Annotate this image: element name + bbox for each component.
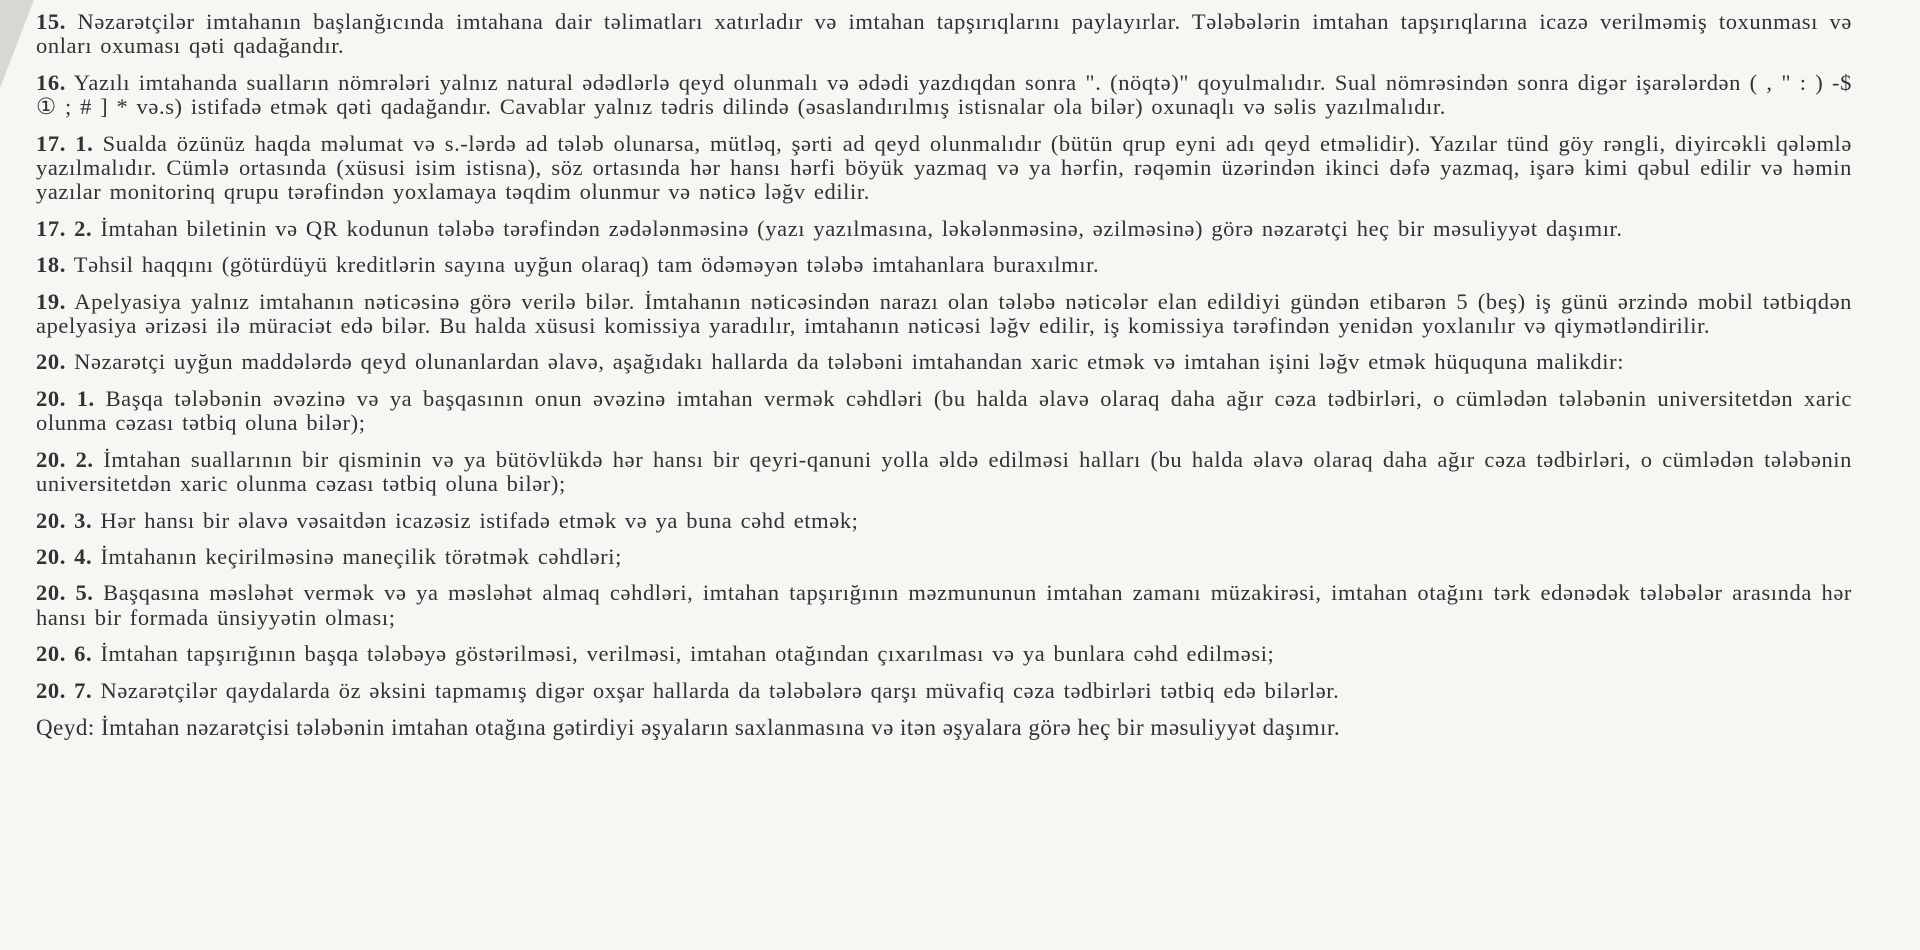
rule-text: Sualda özünüz haqda məlumat və s.-lərdə ad tələb olunarsa, mütləq, şərti ad qeyd olunmalıdır (bütün qrup eyni adı qeyd etməlidir). Yazılar tünd göy rəngli, diyircəkli qələmlə yazılmalıdır. Cümlə ortasında (xüsusi isim istisna), söz ortasında hər hansı hərfi böyük yazmaq və ya hərfin, rəqəmin üzərindən ikinci dəfə yazmaq, işarə kimi qəbul edilir və həmin yazılar monitorinq qrupu tərəfindən yoxlamaya təqdim olunmur və nəticə ləğv edilir. [36,130,1852,205]
rule-number: 20. 6. [36,641,93,667]
rule-number: 17. 1. [36,130,94,156]
rule-17-2 [36,217,1852,241]
note-paragraph: Qeyd: İmtahan nəzarətçisi tələbənin imtahan otağına gətirdiyi əşyaların saxlanmasına və itən əşyalara görə heç bir məsuliyyət daşımır. [36,714,1341,740]
rule-number: 20. 3. [36,507,93,533]
rule-text: Nəzarətçilər imtahanın başlanğıcında imtahana dair təlimatları xatırladır və imtahan tapşırıqlarını paylayırlar. Tələbələrin imtahan tapşırıqlarına icazə verilməmiş toxunması və onları oxuması qəti qadağandır. [36,9,1852,59]
rule-20-3 [36,509,1852,533]
rule-text: Başqa tələbənin əvəzinə və ya başqasının onun əvəzinə imtahan vermək cəhdləri (bu halda əlavə olaraq daha ağır cəza tədbirləri, o cümlədən tələbənin universitetdən xaric olunma cəzası tətbiq oluna bilər); [36,385,1853,436]
rule-number: 20. 5. [36,580,94,606]
rule-number: 20. [36,349,66,375]
rule-text: Başqasına məsləhət vermək və ya məsləhət almaq cəhdləri, imtahan tapşırığının məzmununun imtahan zamanı müzakirəsi, imtahan otağını tərk edənədək tələbələr arasında hər hansı bir formada ünsiyyətin olması; [36,580,1852,630]
rule-number: 20. 7. [36,677,93,703]
rule-20-2 [36,448,1852,497]
rule-text: Apelyasiya yalnız imtahanın nəticəsinə görə verilə bilər. İmtahanın nəticəsindən narazı olan tələbə nəticələr elan edildiyi gündən etibarən 5 (beş) iş günü ərzində mobil tətbiqdən apelyasiya ərizəsi ilə müraciət edə bilər. Bu halda xüsusi komissiya yaradılır, imtahanın nəticəsi ləğv edilir, iş komissiya tərəfindən yenidən yoxlanılır və qiymətləndirilir. [36,288,1853,339]
rule-text: Hər hansı bir əlavə vəsaitdən icazəsiz istifadə etmək və ya buna cəhd etmək; [100,507,859,533]
rule-20-7 [36,679,1852,703]
rule-number: 19. [36,288,66,314]
document-page [36,10,1852,940]
rule-number: 16. [36,69,66,95]
rule-text: İmtahan tapşırığının başqa tələbəyə göstərilməsi, verilməsi, imtahan otağından çıxarılması və ya bunlara cəhd edilməsi; [100,641,1275,667]
rule-text: Yazılı imtahanda sualların nömrələri yalnız natural ədədlərlə qeyd olunmalı və ədədi yazdıqdan sonra ". (nöqtə)" qoyulmalıdır. Sual nömrəsindən sonra digər işarələrdən ( , " : ) -$ ① ; # ] * və.s) istifadə etmək qəti qadağandır. Cavablar yalnız tədris dilində (əsaslandırılmış istisnalar ola bilər) oxunaqlı və səlis yazılmalıdır. [36,69,1853,120]
rule-20 [36,350,1852,374]
rule-text: Nəzarətçi uyğun maddələrdə qeyd olunanlardan əlavə, aşağıdakı hallarda da tələbəni imtahandan xaric etmək və imtahan işini ləğv etmək hüququna malikdir: [74,349,1625,375]
rule-19 [36,290,1852,339]
rule-18 [36,253,1852,277]
rule-number: 18. [36,252,66,278]
rule-20-5 [36,581,1852,630]
rule-text: Nəzarətçilər qaydalarda öz əksini tapmamış digər oxşar hallarda da tələbələrə qarşı müvafiq cəza tədbirləri tətbiq edə bilərlər. [100,677,1340,703]
rule-text: İmtahan biletinin və QR kodunun tələbə tərəfindən zədələnməsinə (yazı yazılmasına, ləkələnməsinə, əzilməsinə) görə nəzarətçi heç bir məsuliyyət daşımır. [100,215,1623,241]
rule-20-6 [36,642,1852,666]
page-corner-fold [0,0,34,88]
rule-text: İmtahan suallarının bir qisminin və ya bütövlükdə hər hansı bir qeyri-qanuni yolla əldə edilməsi halları (bu halda əlavə olaraq daha ağır cəza tədbirləri, o cümlədən tələbənin universitetdən xaric olunma cəzası tətbiq oluna bilər); [36,446,1852,497]
rule-20-4 [36,545,1852,569]
rule-16 [36,71,1852,120]
rule-20-1 [36,387,1852,436]
rule-17-1 [36,132,1852,205]
rule-text: İmtahanın keçirilməsinə maneçilik törətmək cəhdləri; [100,543,622,569]
rule-number: 15. [36,9,66,34]
rule-number: 17. 2. [36,215,93,241]
rule-15 [36,10,1852,59]
rule-number: 20. 1. [36,385,95,411]
rule-number: 20. 4. [36,543,93,569]
rule-text: Təhsil haqqını (götürdüyü kreditlərin sayına uyğun olaraq) tam ödəməyən tələbə imtahanlara buraxılmır. [73,252,1100,278]
rule-number: 20. 2. [36,446,94,472]
